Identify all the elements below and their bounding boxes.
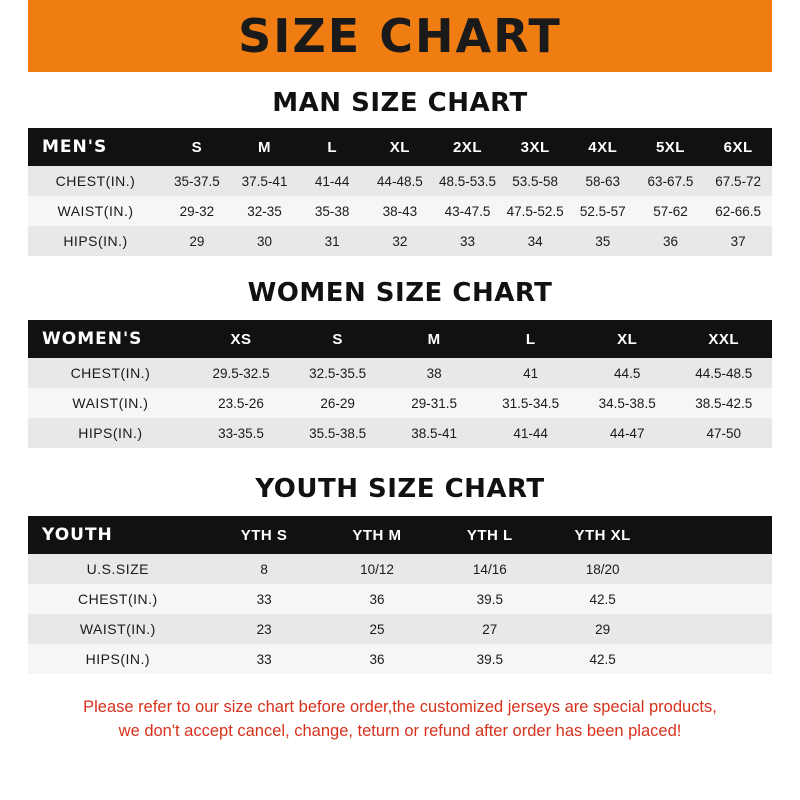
man-row-0-cell-8: 67.5-72: [715, 173, 762, 189]
youth-row-3-cell-4: [659, 644, 772, 674]
man-header-cell-3: L: [327, 138, 337, 156]
women-header-cell-3: M: [427, 330, 441, 348]
women-row-1-cell-4: 34.5-38.5: [598, 395, 656, 411]
youth-row-1-cell-0: 33: [256, 591, 272, 607]
man-row-1-cell-3: 38-43: [382, 203, 418, 219]
man-row-2-cell-2: 31: [324, 233, 340, 249]
youth-row-1-label: CHEST(IN.): [78, 591, 158, 607]
women-size-table: [28, 320, 772, 448]
youth-table-head: [28, 516, 772, 554]
man-row-0-cell-4: 48.5-53.5: [438, 173, 496, 189]
man-row-2-cell-1: 30: [257, 233, 273, 249]
women-header-cell-1: XS: [230, 330, 252, 348]
man-row-0-cell-3: 44-48.5: [376, 173, 423, 189]
man-header-cell-6: 3XL: [520, 138, 550, 156]
youth-row-1-cell-4: [659, 584, 772, 614]
women-row-0-cell-1: 32.5-35.5: [309, 365, 367, 381]
women-row-2-cell-1: 35.5-38.5: [309, 425, 367, 441]
man-row-1-cell-0: 29-32: [179, 203, 215, 219]
man-row-1-cell-8: 62-66.5: [715, 203, 762, 219]
table-row: [28, 554, 772, 584]
man-header-cell-9: 6XL: [723, 138, 753, 156]
youth-row-2-cell-4: [659, 614, 772, 644]
youth-size-table: [28, 516, 772, 674]
women-row-2-cell-2: 38.5-41: [411, 425, 458, 441]
man-row-2-cell-4: 33: [459, 233, 475, 249]
women-row-1-label: WAIST(IN.): [72, 395, 149, 411]
women-row-0-cell-2: 38: [426, 365, 442, 381]
man-row-0-cell-2: 41-44: [314, 173, 350, 189]
youth-row-0-cell-2: 14/16: [472, 561, 507, 577]
header-left-margin: [0, 0, 28, 72]
man-row-1-cell-5: 47.5-52.5: [506, 203, 564, 219]
man-row-1-cell-4: 43-47.5: [444, 203, 491, 219]
women-row-2-cell-4: 44-47: [609, 425, 645, 441]
youth-header-cell-4: YTH XL: [574, 526, 631, 544]
man-row-2-cell-5: 34: [527, 233, 543, 249]
youth-row-3-cell-0: 33: [256, 651, 272, 667]
women-table-head: [28, 320, 772, 358]
man-header-cell-1: S: [191, 138, 203, 156]
women-row-0-cell-5: 44.5-48.5: [695, 365, 753, 381]
table-row: [28, 644, 772, 674]
youth-row-2-cell-0: 23: [256, 621, 272, 637]
man-table-body: [28, 166, 772, 256]
youth-table-body: [28, 554, 772, 674]
man-table-head: [28, 128, 772, 166]
youth-row-0-cell-0: 8: [260, 561, 268, 577]
man-header-row: [28, 128, 772, 166]
man-row-2-label: HIPS(IN.): [63, 233, 128, 249]
man-row-2-cell-6: 35: [595, 233, 611, 249]
youth-section-title: YOUTH SIZE CHART: [255, 474, 545, 504]
women-row-1-cell-1: 26-29: [320, 395, 355, 411]
youth-header-cell-0: YOUTH: [42, 525, 113, 545]
man-header-cell-5: 2XL: [452, 138, 482, 156]
women-header-row: [28, 320, 772, 358]
man-header-cell-0: MEN'S: [42, 137, 108, 157]
youth-header-cell-3: YTH L: [466, 526, 513, 544]
man-row-1-cell-7: 57-62: [653, 203, 688, 219]
man-row-2-cell-0: 29: [189, 233, 205, 249]
header-right-margin: [772, 0, 800, 72]
youth-header-row: [28, 516, 772, 554]
women-section-title: WOMEN SIZE CHART: [247, 278, 553, 308]
youth-row-3-cell-2: 39.5: [476, 651, 503, 667]
man-row-0-cell-6: 58-63: [585, 173, 621, 189]
man-header-cell-8: 5XL: [655, 138, 685, 156]
man-row-2-cell-7: 36: [662, 233, 678, 249]
women-row-2-cell-3: 41-44: [513, 425, 548, 441]
table-row: [28, 584, 772, 614]
youth-row-0-cell-1: 10/12: [360, 561, 394, 577]
youth-row-1-cell-2: 39.5: [476, 591, 503, 607]
women-table-body: [28, 358, 772, 448]
man-header-cell-7: 4XL: [588, 138, 618, 156]
man-header-cell-4: XL: [389, 138, 410, 156]
footer-note-line-2: we don't accept cancel, change, teturn or refund after order has been placed!: [118, 721, 682, 740]
women-row-2-cell-5: 47-50: [706, 425, 741, 441]
women-row-2-cell-0: 33-35.5: [218, 425, 264, 441]
women-header-cell-4: L: [525, 330, 536, 348]
man-section-title: MAN SIZE CHART: [272, 88, 528, 118]
youth-row-1-cell-1: 36: [369, 591, 385, 607]
table-row: [28, 196, 772, 226]
youth-row-2-cell-3: 29: [595, 621, 611, 637]
women-row-1-cell-5: 38.5-42.5: [695, 395, 753, 411]
youth-row-1-cell-3: 42.5: [589, 591, 616, 607]
man-row-2-cell-8: 37: [730, 233, 746, 249]
women-row-0-cell-4: 44.5: [614, 365, 641, 381]
youth-row-3-cell-3: 42.5: [589, 651, 616, 667]
youth-header-cell-2: YTH M: [352, 526, 402, 544]
youth-row-3-label: HIPS(IN.): [85, 651, 151, 667]
youth-row-2-cell-1: 25: [369, 621, 385, 637]
man-row-1-cell-6: 52.5-57: [579, 203, 626, 219]
youth-row-2-label: WAIST(IN.): [79, 621, 156, 637]
table-row: [28, 388, 772, 418]
man-row-1-cell-1: 32-35: [247, 203, 282, 219]
header-band: [0, 0, 800, 72]
page-title: SIZE CHART: [238, 9, 562, 63]
youth-row-0-cell-4: [659, 554, 772, 584]
table-row: [28, 226, 772, 256]
table-row: [28, 166, 772, 196]
youth-row-3-cell-1: 36: [369, 651, 385, 667]
man-row-0-cell-7: 63-67.5: [647, 173, 694, 189]
youth-row-0-label: U.S.SIZE: [86, 561, 150, 577]
youth-row-0-cell-3: 18/20: [585, 561, 620, 577]
table-row: [28, 358, 772, 388]
man-row-0-cell-5: 53.5-58: [512, 173, 559, 189]
women-row-0-label: CHEST(IN.): [70, 365, 151, 381]
youth-header-cell-5: [659, 516, 772, 554]
man-row-1-cell-2: 35-38: [314, 203, 350, 219]
man-row-0-cell-1: 37.5-41: [241, 173, 288, 189]
man-row-0-label: CHEST(IN.): [55, 173, 136, 189]
women-row-1-cell-2: 29-31.5: [411, 395, 458, 411]
footer-note-line-1: Please refer to our size chart before order,the customized jerseys are special products,: [83, 698, 717, 716]
man-row-2-cell-3: 32: [392, 233, 408, 249]
man-size-table: [28, 128, 772, 256]
table-row: [28, 614, 772, 644]
women-row-1-cell-0: 23.5-26: [218, 395, 264, 411]
table-row: [28, 418, 772, 448]
women-header-cell-2: S: [332, 330, 343, 348]
women-row-2-label: HIPS(IN.): [78, 425, 143, 441]
footer-note: [28, 696, 772, 744]
man-header-cell-2: M: [258, 138, 272, 156]
women-header-cell-5: XL: [617, 330, 638, 348]
women-header-cell-0: WOMEN'S: [42, 329, 143, 349]
women-row-1-cell-3: 31.5-34.5: [502, 395, 560, 411]
man-row-1-label: WAIST(IN.): [57, 203, 134, 219]
youth-header-cell-1: YTH S: [240, 526, 288, 544]
women-row-0-cell-3: 41: [523, 365, 539, 381]
content-area: [0, 88, 800, 744]
women-header-cell-6: XXL: [708, 330, 740, 348]
man-row-0-cell-0: 35-37.5: [173, 173, 220, 189]
women-row-0-cell-0: 29.5-32.5: [212, 365, 270, 381]
youth-row-2-cell-2: 27: [482, 621, 498, 637]
